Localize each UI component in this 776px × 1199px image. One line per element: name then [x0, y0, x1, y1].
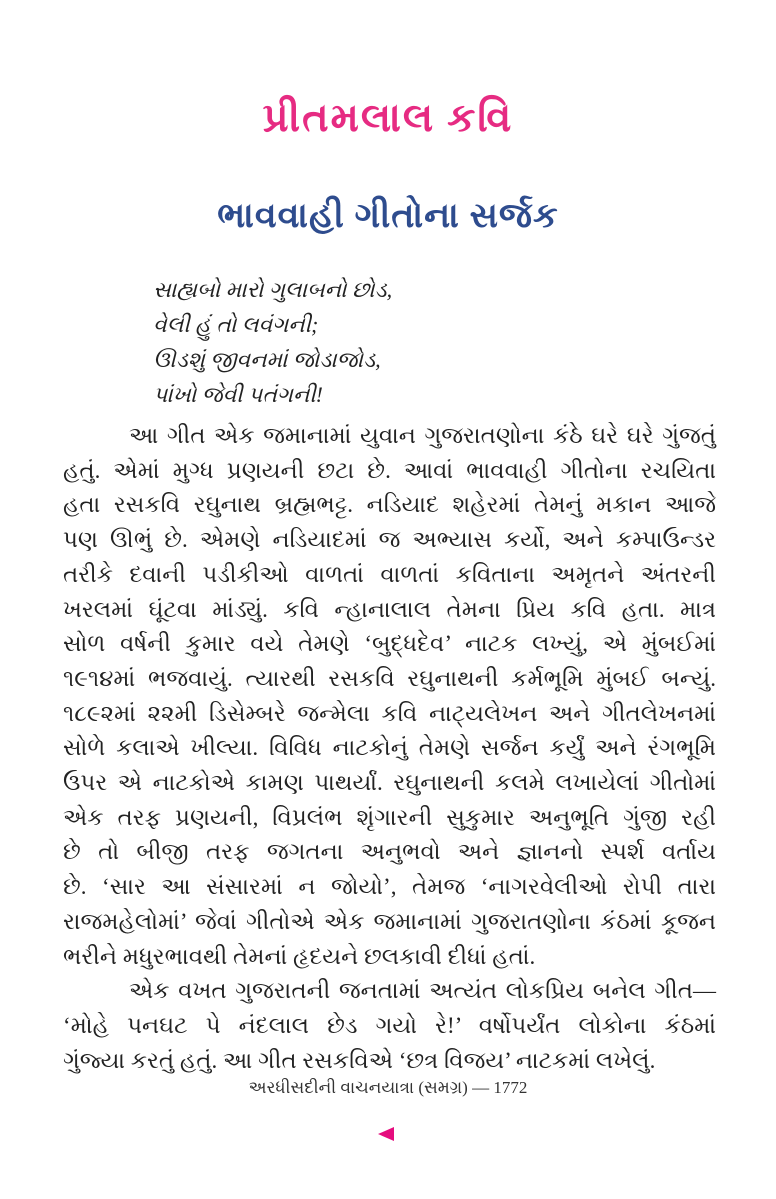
body-line: તરીકે દવાની પડીકીઓ વાળતાં વાળતાં કવિતાના અમૃતને અંતરની — [63, 561, 716, 587]
body-line: ગુંજ્યા કરતું હતું. આ ગીત રસકવિએ ‘છત્ર વિજય’ નાટકમાં લખેલું. — [63, 1047, 656, 1073]
page-title: પ્રીતમલાલ કવિ — [262, 95, 514, 140]
body-line: હતું. એમાં મુગ્ધ પ્રણયની છટા છે. આવાં ભાવવાહી ગીતોના રચયિતા — [63, 457, 716, 483]
body-line: એક તરફ પ્રણયની, વિપ્રલંભ શૃંગારની સુકુમાર અનુભૂતિ ગુંજી રહી — [63, 804, 716, 830]
body-line: ૧૮૯૨માં ૨૨મી ડિસેમ્બરે જન્મેલા કવિ નાટ્યલેખન અને ગીતલેખનમાં — [63, 700, 716, 726]
body-line: છે. ‘સાર આ સંસારમાં ન જોયો’, તેમજ ‘નાગરવેલીઓ રોપી તારા — [63, 874, 716, 900]
body-line: આ ગીત એક જમાનામાં યુવાન ગુજરાતણોના કંઠે ઘરે ઘરે ગુંજતું — [129, 423, 716, 448]
paragraph-2 — [63, 974, 716, 1078]
poem-line: સાહ્યબો મારો ગુલાબનો છોડ, — [153, 277, 393, 302]
body-line: પણ ઊભું છે. એમણે નડિયાદમાં જ અભ્યાસ કર્યો, અને કમ્પાઉન્ડર — [63, 527, 716, 553]
body-line: હતા રસકવિ રઘુનાથ બ્રહ્મભટ્ટ. નડિયાદ શહેરમાં તેમનું મકાન આજે — [63, 492, 716, 518]
body-line: ‘મોહે પનઘટ પે નંદલાલ છેડ ગયો રે!’ વર્ષોપર્યંત લોકોના કંઠમાં — [63, 1012, 716, 1038]
poem-quote — [153, 272, 633, 412]
body-line: ઉપર એ નાટકોએ કામણ પાથર્યાં. રઘુનાથની કલમે લખાયેલાં ગીતોમાં — [63, 770, 716, 796]
body-line: ૧૯૧૪માં ભજવાયું. ત્યારથી રસકવિ રઘુનાથની કર્મભૂમિ મુંબઈ બન્યું. — [63, 665, 716, 691]
body-line: ભરીને મધુરભાવથી તેમનાં હૃદયને છલકાવી દીધાં હતાં. — [63, 943, 536, 969]
poem-line: પાંખો જેવી પતંગની! — [153, 382, 323, 407]
body-line: ખરલમાં ઘૂંટવા માંડ્યું. કવિ ન્હાનાલાલ તેમના પ્રિય કવિ હતા. માત્ર — [63, 596, 716, 622]
body-line: એક વખત ગુજરાતની જનતામાં અત્યંત લોકપ્રિય બનેલ ગીત— — [129, 978, 716, 1004]
poem-line: વેલી હું તો લવંગની; — [153, 312, 319, 337]
page-footer — [0, 1076, 776, 1100]
poem-line: ઊડશું જીવનમાં જોડાજોડ, — [153, 347, 381, 372]
body-line: સોળે કલાએ ખીલ્યા. વિવિધ નાટકોનું તેમણે સર્જન કર્યું અને રંગભૂમિ — [63, 735, 716, 761]
page-subtitle: ભાવવાહી ગીતોના સર્જક — [217, 196, 559, 235]
body-line: રાજમહેલોમાં’ જેવાં ગીતોએ એક જમાનામાં ગુજરાતણોના કંઠમાં કૂજન — [63, 908, 716, 934]
article-body — [63, 419, 716, 1078]
body-line: છે તો બીજી તરફ જગતના અનુભવો અને જ્ઞાનનો સ્પર્શ વર્તાય — [63, 839, 716, 865]
paragraph-1 — [63, 419, 716, 974]
left-triangle-icon — [378, 1127, 394, 1141]
footer-text: અરધીસદીની વાચનયાત્રા (સમગ્ર) — 1772 — [248, 1078, 528, 1097]
body-line: સોળ વર્ષની કુમાર વયે તેમણે ‘બુદ્ધદેવ’ નાટક લખ્યું, એ મુંબઈમાં — [63, 631, 716, 657]
